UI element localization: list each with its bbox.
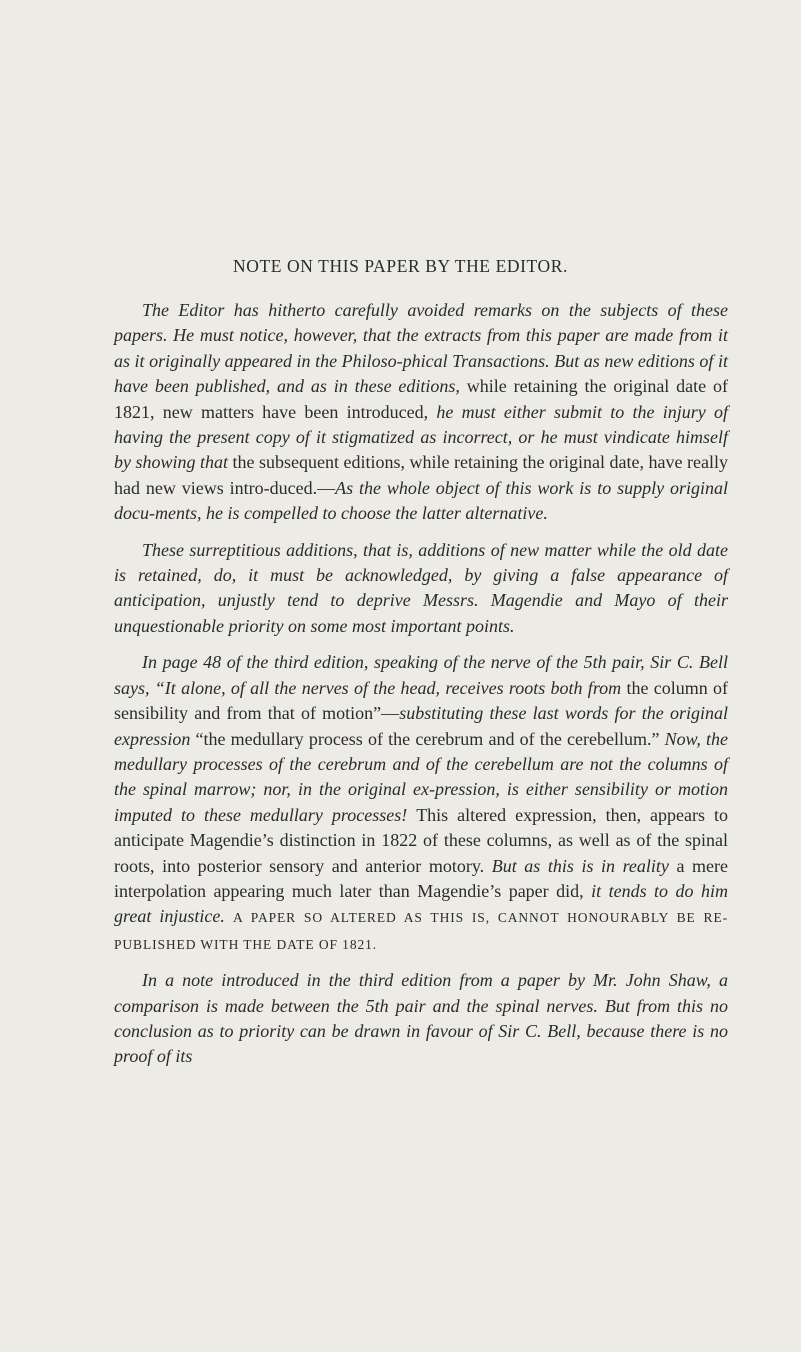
text-segment: the column of sensibility and from that of motion”—: [114, 677, 728, 724]
text-segment: it tends to do him great injustice.: [114, 880, 728, 927]
text-segment: while retaining the original date of 1821, new matters have been introduced,: [114, 376, 728, 422]
text-segment: Now, the medullary processes of the cerebrum and of the cerebellum are not the columns of the spinal marrow; nor, in the original ex-pression, is either sensibility or motion imputed to these medullary processes!: [114, 728, 728, 825]
paragraph-shaw-note: [114, 968, 728, 1070]
text-segment: This altered expression, then, appears to anticipate Magendie’s distinction in 1822 of these columns, as well as of the spinal roots, into posterior sensory and anterior motory.: [114, 804, 728, 876]
paragraph-surreptitious-additions: [114, 538, 728, 640]
text-segment: As the whole object of this work is to supply original docu-ments, he is compelled to choose the latter alternative.: [114, 477, 728, 524]
paragraph-third-edition-page-48: [114, 650, 728, 957]
text-segment: the subsequent editions, while retaining the original date, have really had new views intro-duced.—: [114, 452, 728, 498]
page-title: NOTE ON THIS PAPER BY THE EDITOR.: [233, 256, 568, 276]
text-segment: In a note introduced in the third edition from a paper by Mr. John Shaw, a comparison is made between the 5th pair and the spinal nerves. But from this no conclusion as to priority can be drawn in favour of Sir C. Bell, because there is no proof of its: [114, 970, 728, 1067]
text-segment: “the medullary process of the cerebrum and of the cerebellum.”: [195, 728, 665, 749]
text-segment: a mere interpolation appearing much later than Magendie’s paper did,: [114, 855, 728, 901]
text-segment: In page 48 of the third edition, speaking of the nerve of the 5th pair, Sir C. Bell says, “It alone, of all the nerves of the head, receives roots both from: [114, 652, 728, 698]
text-segment: The Editor has hitherto carefully avoided remarks on the subjects of these papers. He must notice, however, that the extracts from this paper are made from it as it originally appeared in the Philoso-phical Transactions. But as new editions of it have been published, and as in these editions,: [114, 300, 728, 397]
text-segment: But as this is in reality: [491, 855, 677, 876]
body-text: [114, 298, 728, 1081]
text-segment: substituting these last words for the original expression: [114, 703, 729, 749]
small-caps-statement: A PAPER SO ALTERED AS THIS IS, CANNOT HONOURABLY BE RE-PUBLISHED WITH THE DATE OF 1821.: [114, 910, 728, 952]
text-segment: These surreptitious additions, that is, additions of new matter while the old date is retained, do, it must be acknowledged, by giving a false appearance of anticipation, unjustly tend to deprive Messrs. Magendie and Mayo of their unquestionable priority on some most important points.: [114, 539, 728, 636]
paragraph-editor-remarks: [114, 298, 728, 527]
text-segment: he must either submit to the injury of having the present copy of it stigmatized as incorrect, or he must vindicate himself by showing that: [114, 401, 728, 473]
